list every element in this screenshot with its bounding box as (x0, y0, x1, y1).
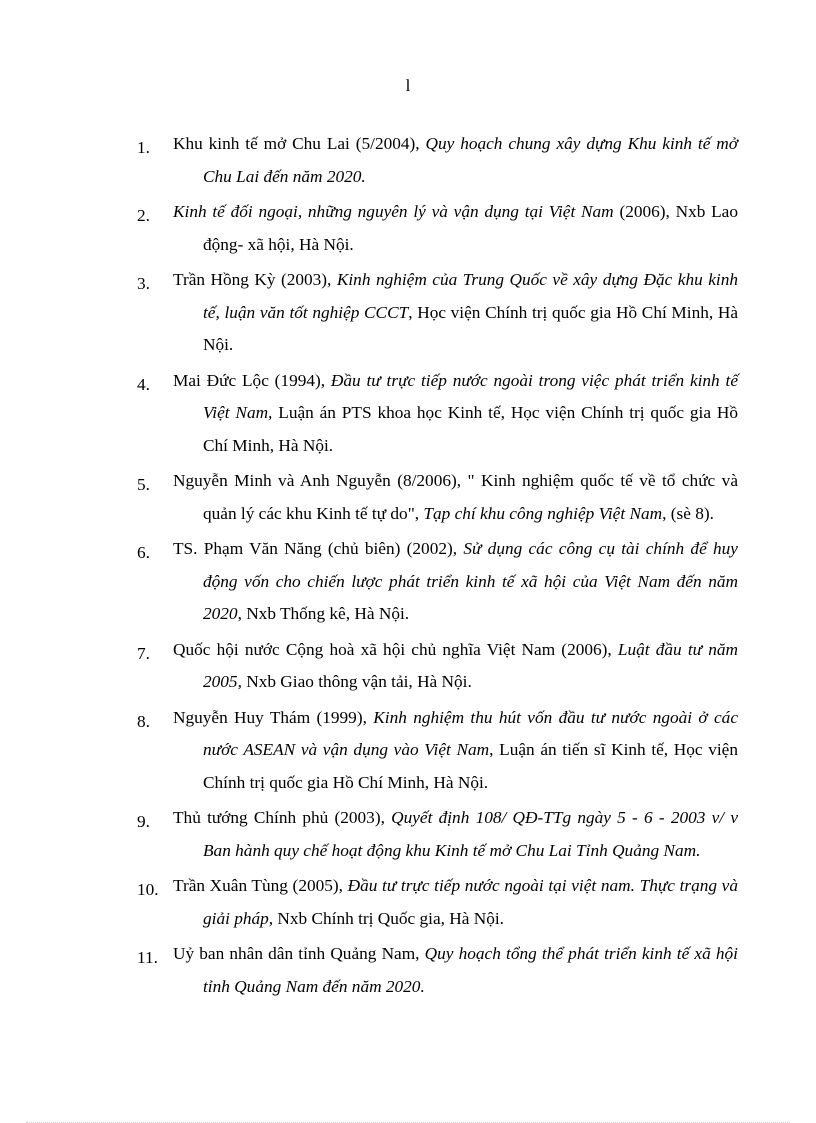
reference-detail: Uỷ ban nhân dân tỉnh Quảng Nam, (173, 944, 425, 963)
reference-detail: (2006), Nxb Lao động- xã hội, Hà Nội. (203, 202, 738, 254)
reference-text (173, 533, 738, 631)
reference-number: 8. (137, 711, 150, 731)
reference-title: Kinh nghiệm của Trung Quốc về xây dựng Đặc khu kinh tế, luận văn tốt nghiệp CCCT (203, 270, 738, 322)
reference-detail: Nxb Giao thông vận tải, Hà Nội. (241, 672, 472, 691)
reference-detail: , Luận án tiến sĩ Kinh tế, Học viện Chính trị quốc gia Hồ Chí Minh, Hà Nội. (203, 740, 738, 792)
reference-number: 5. (137, 475, 150, 494)
reference-number: 11. (137, 948, 158, 967)
reference-item (130, 634, 738, 699)
reference-title: Quy hoạch tổng thể phát triển kinh tế xã hội tỉnh Quảng Nam đến năm 2020. (203, 944, 738, 996)
reference-title: Đầu tư trực tiếp nước ngoài trong việc phát triển kinh tế Việt Nam, (203, 370, 738, 422)
reference-item (130, 870, 738, 935)
reference-item (130, 365, 738, 463)
reference-detail: , (sè 8). (662, 503, 714, 523)
reference-text (173, 365, 738, 463)
reference-detail: Khu kinh tế mở Chu Lai (5/2004), (173, 134, 426, 153)
reference-text (173, 264, 738, 362)
reference-item (130, 128, 738, 193)
reference-item (130, 196, 738, 261)
reference-title: Kinh tế đối ngoại, những nguyên lý và vận dụng tại Việt Nam (173, 202, 614, 221)
reference-text (173, 938, 738, 1003)
reference-item (130, 465, 738, 530)
reference-detail: Thủ tướng Chính phủ (2003), (173, 808, 392, 827)
reference-item (130, 702, 738, 800)
reference-detail: , Nxb Chính trị Quốc gia, Hà Nội. (268, 908, 504, 928)
reference-number: 7. (137, 643, 150, 663)
reference-item (130, 938, 738, 1003)
reference-title: Sử dụng các công cụ tài chính để huy động vốn cho chiến lược phát triển kinh tế xã hội của Việt Nam đến năm 2020 (203, 539, 738, 623)
reference-number: 3. (137, 274, 150, 293)
reference-number: 4. (137, 374, 150, 394)
reference-title: Đầu tư trực tiếp nước ngoài tại việt nam. Thực trạng và giải pháp (203, 876, 738, 928)
reference-detail: Mai Đức Lộc (1994), (173, 370, 331, 390)
reference-text (173, 870, 738, 935)
reference-title: Quy hoạch chung xây dựng Khu kinh tế mở Chu Lai đến năm 2020. (203, 134, 738, 186)
page-number: l (405, 76, 411, 95)
reference-detail: , Học viện Chính trị quốc gia Hồ Chí Minh, Hà Nội. (203, 302, 738, 354)
reference-detail: TS. Phạm Văn Năng (chủ biên) (2002), (173, 539, 464, 558)
reference-text (173, 465, 738, 530)
reference-detail: Luận án PTS khoa học Kinh tế, Học viện Chính trị quốc gia Hồ Chí Minh, Hà Nội. (203, 403, 738, 455)
reference-detail: Nguyễn Huy Thám (1999), (173, 707, 374, 727)
reference-text (173, 196, 738, 261)
reference-text (173, 634, 738, 699)
reference-number: 10. (137, 880, 159, 899)
reference-number: 1. (137, 138, 150, 157)
reference-text (173, 128, 738, 193)
reference-detail: Trần Xuân Tùng (2005), (173, 876, 348, 895)
reference-detail: Nguyễn Minh và Anh Nguyễn (8/2006), " Kinh nghiệm quốc tế về tổ chức và quản lý các khu Kinh tế tự do", (173, 471, 738, 523)
reference-detail: Trần Hồng Kỳ (2003), (173, 270, 337, 289)
reference-text (173, 702, 738, 800)
reference-list (130, 128, 738, 1006)
reference-title: Tạp chí khu công nghiệp Việt Nam (423, 503, 663, 523)
reference-number: 9. (137, 812, 150, 831)
reference-detail: Quốc hội nước Cộng hoà xã hội chủ nghĩa Việt Nam (2006), (173, 639, 618, 659)
reference-item (130, 264, 738, 362)
reference-item (130, 802, 738, 867)
reference-item (130, 533, 738, 631)
reference-title: Kinh nghiệm thu hút vốn đầu tư nước ngoài ở các nước ASEAN và vận dụng vào Việt Nam (203, 707, 738, 759)
reference-text (173, 802, 738, 867)
reference-detail: , Nxb Thống kê, Hà Nội. (237, 604, 410, 623)
reference-number: 6. (137, 543, 150, 562)
reference-title: Luật đầu tư năm 2005, (203, 639, 738, 691)
reference-title: Quyết định 108/ QĐ-TTg ngày 5 - 6 - 2003 v/ v Ban hành quy chế hoạt động khu Kinh tế mở Chu Lai Tỉnh Quảng Nam. (203, 808, 738, 860)
reference-number: 2. (137, 206, 150, 225)
